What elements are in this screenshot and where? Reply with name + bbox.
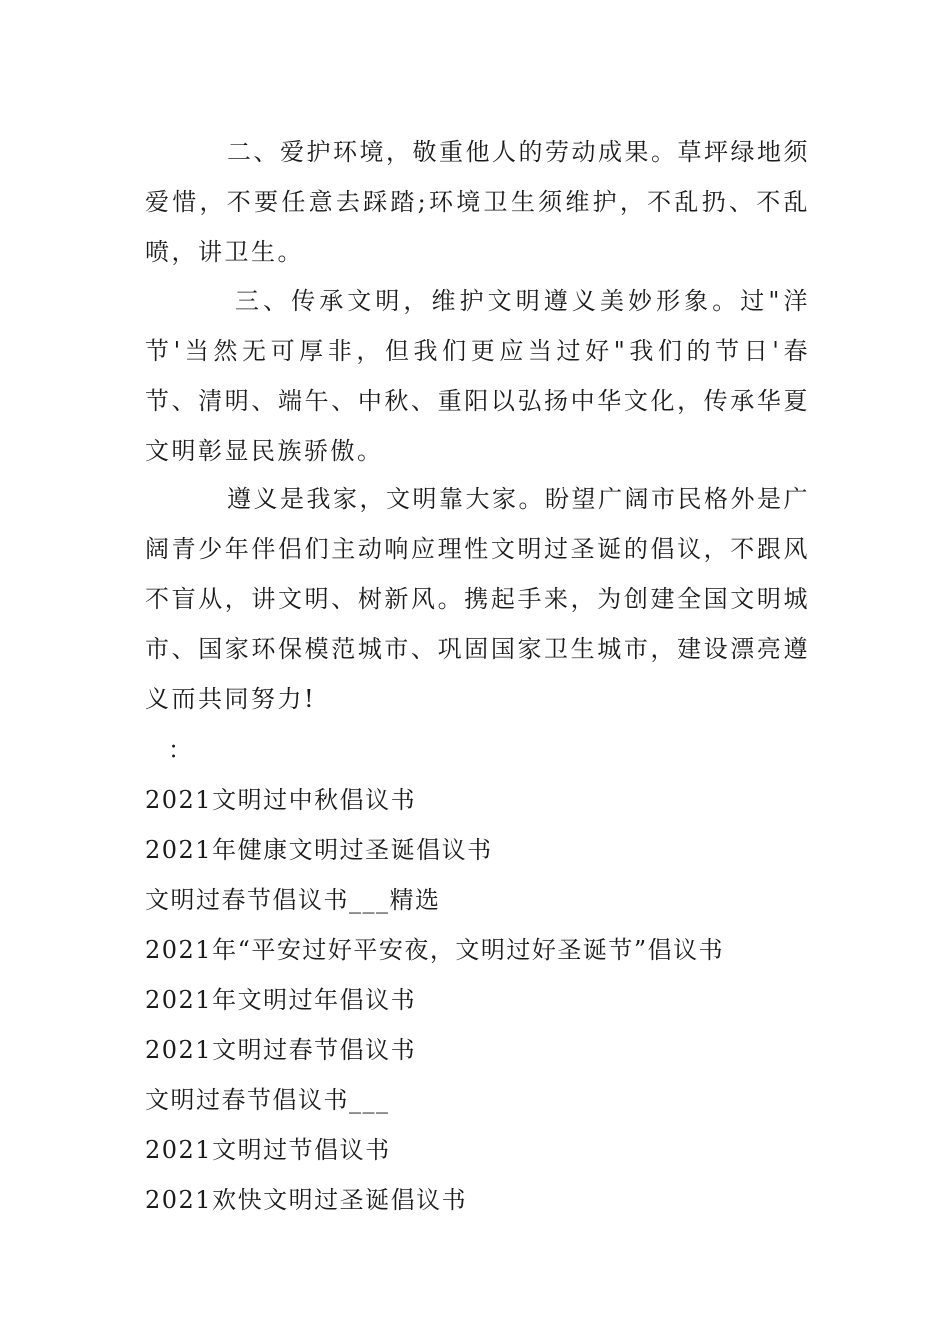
related-link[interactable]: 2021文明过中秋倡议书 (145, 786, 417, 814)
paragraph-call-to-action: 遵义是我家，文明靠大家。盼望广阔市民格外是广阔青少年伴侣们主动响应理性文明过圣诞的倡议，不跟风不盲从，讲文明、树新风。携起手来，为创建全国文明城市、国家环保模范城市、巩固国家卫生城市，建设漂亮遵义而共同努力! (145, 485, 810, 713)
related-link[interactable]: 2021年“平安过好平安夜，文明过好圣诞节”倡议书 (145, 936, 725, 964)
related-link[interactable]: 2021年文明过年倡议书 (145, 986, 417, 1014)
related-link[interactable]: 文明过春节倡议书___ (145, 1086, 390, 1114)
related-heading: ： (168, 736, 192, 764)
related-link[interactable]: 2021文明过春节倡议书 (145, 1036, 417, 1064)
related-link[interactable]: 2021文明过节倡议书 (145, 1136, 391, 1164)
related-link[interactable]: 2021欢快文明过圣诞倡议书 (145, 1186, 468, 1214)
paragraph-protect-environment: 二、爱护环境，敬重他人的劳动成果。草坪绿地须爱惜，不要任意去踩踏;环境卫生须维护，不乱扔、不乱喷，讲卫生。 (145, 138, 810, 266)
related-articles-list (145, 775, 724, 1225)
paragraph-inherit-civilization: 三、传承文明，维护文明遵义美妙形象。过"洋节'当然无可厚非，但我们更应当过好"我们的节日'春节、清明、端午、中秋、重阳以弘扬中华文化，传承华夏文明彰显民族骄傲。 (145, 287, 810, 465)
related-link[interactable]: 文明过春节倡议书___精选 (145, 886, 441, 914)
related-link[interactable]: 2021年健康文明过圣诞倡议书 (145, 836, 493, 864)
